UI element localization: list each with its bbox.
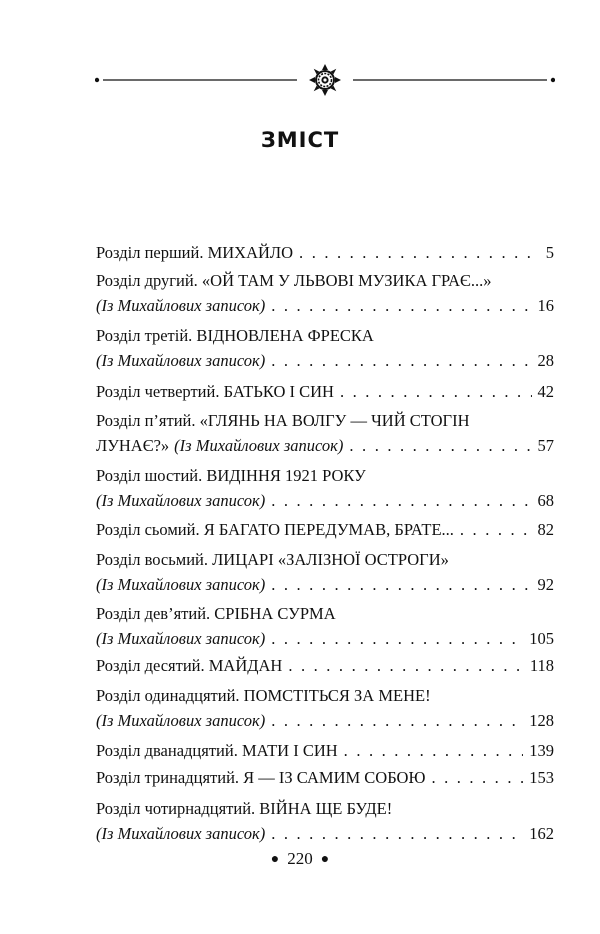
toc-entry [96, 268, 554, 318]
page-number: 28 [537, 351, 554, 370]
page-number: 139 [529, 741, 554, 760]
toc-entry [96, 601, 554, 651]
toc-line [96, 408, 554, 433]
page-number: 128 [529, 711, 554, 730]
page-number: 82 [537, 520, 554, 539]
page-number: 57 [537, 436, 554, 455]
toc-line [96, 708, 554, 733]
toc-line [96, 240, 554, 265]
chapter-subtitle: (Із Михайлових записок) [96, 575, 266, 594]
toc-line [96, 765, 554, 790]
chapter-subtitle: (Із Михайлових записок) [96, 296, 266, 315]
chapter-title: Розділ чотирнадцятий. ВІЙНА ЩЕ БУДЕ! [96, 799, 393, 818]
toc-entry [96, 653, 554, 678]
chapter-subtitle: (Із Михайлових записок) [96, 711, 266, 730]
page-number: 92 [537, 575, 554, 594]
dot-leader [299, 240, 540, 265]
chapter-title-continued: ЛУНАЄ?» [96, 436, 170, 455]
toc-line [96, 488, 554, 513]
toc-entry [96, 765, 554, 790]
page-number: 153 [529, 768, 554, 787]
toc-line [96, 433, 554, 458]
dot-leader [271, 348, 531, 373]
toc-line [96, 821, 554, 846]
toc-line [96, 547, 554, 572]
chapter-title: Розділ дев’ятий. СРІБНА СУРМА [96, 604, 336, 623]
dot-leader [431, 765, 523, 790]
toc-entry [96, 379, 554, 404]
header-ornament [95, 62, 555, 98]
dot-leader [271, 488, 531, 513]
toc-entry [96, 738, 554, 763]
toc-entry [96, 683, 554, 733]
page-number: 16 [537, 296, 554, 315]
page-number: 105 [529, 629, 554, 648]
chapter-title: Розділ четвертий. БАТЬКО І СИН [96, 382, 334, 401]
page-number: 162 [529, 824, 554, 843]
toc-entry [96, 547, 554, 597]
chapter-subtitle: (Із Михайлових записок) [96, 629, 266, 648]
toc-line [96, 517, 554, 542]
toc-entry [96, 408, 554, 458]
chapter-title: Розділ десятий. МАЙДАН [96, 656, 283, 675]
dot-leader [271, 572, 531, 597]
toc-line [96, 626, 554, 651]
toc-line [96, 796, 554, 821]
dot-leader [349, 433, 531, 458]
dot-leader [288, 653, 524, 678]
toc-line [96, 653, 554, 678]
chapter-title: Розділ п’ятий. «ГЛЯНЬ НА ВОЛГУ — ЧИЙ СТОГІН [96, 411, 470, 430]
toc-entry [96, 796, 554, 846]
toc-line [96, 572, 554, 597]
dot-leader [271, 626, 523, 651]
chapter-title: Розділ одинадцятий. ПОМСТІТЬСЯ ЗА МЕНЕ! [96, 686, 431, 705]
page-number: 5 [545, 243, 554, 262]
toc-line [96, 379, 554, 404]
toc-line [96, 323, 554, 348]
chapter-subtitle: (Із Михайлових записок) [96, 351, 266, 370]
toc-line [96, 268, 554, 293]
toc-entry [96, 240, 554, 265]
chapter-title: Розділ восьмий. ЛИЦАРІ «ЗАЛІЗНОЇ ОСТРОГИ» [96, 550, 449, 569]
dot-leader [271, 821, 523, 846]
chapter-subtitle: (Із Михайлових записок) [96, 491, 266, 510]
page-title: ЗМІСТ [260, 128, 340, 152]
dot-leader [344, 738, 524, 763]
bullet-icon: ● [320, 852, 330, 867]
page-number: 42 [537, 382, 554, 401]
chapter-title: Розділ третій. ВІДНОВЛЕНА ФРЕСКА [96, 326, 374, 345]
footer-page-number: 220 [287, 849, 313, 868]
toc-line [96, 293, 554, 318]
chapter-title: Розділ перший. МИХАЙЛО [96, 243, 294, 262]
toc-line [96, 348, 554, 373]
toc-line [96, 738, 554, 763]
page-number: 68 [537, 491, 554, 510]
toc-line [96, 683, 554, 708]
toc-line [96, 601, 554, 626]
dot-leader [340, 379, 532, 404]
chapter-title: Розділ тринадцятий. Я — ІЗ САМИМ СОБОЮ [96, 768, 426, 787]
bullet-icon: ● [270, 852, 280, 867]
dot-leader [271, 708, 523, 733]
chapter-title: Розділ шостий. ВИДІННЯ 1921 РОКУ [96, 466, 366, 485]
chapter-subtitle: (Із Михайлових записок) [174, 436, 344, 455]
page-number: 118 [529, 656, 554, 675]
chapter-title: Розділ дванадцятий. МАТИ І СИН [96, 741, 338, 760]
chapter-title: Розділ другий. «ОЙ ТАМ У ЛЬВОВІ МУЗИКА ГРАЄ...» [96, 271, 492, 290]
toc-line [96, 463, 554, 488]
toc-entry [96, 517, 554, 542]
dot-leader [271, 293, 531, 318]
chapter-title: Розділ сьомий. Я БАГАТО ПЕРЕДУМАВ, БРАТЕ... [96, 520, 454, 539]
toc-entry [96, 463, 554, 513]
sun-rosette-icon [309, 64, 341, 96]
page-footer [0, 849, 600, 869]
toc-entry [96, 323, 554, 373]
chapter-subtitle: (Із Михайлових записок) [96, 824, 266, 843]
dot-leader [460, 517, 532, 542]
